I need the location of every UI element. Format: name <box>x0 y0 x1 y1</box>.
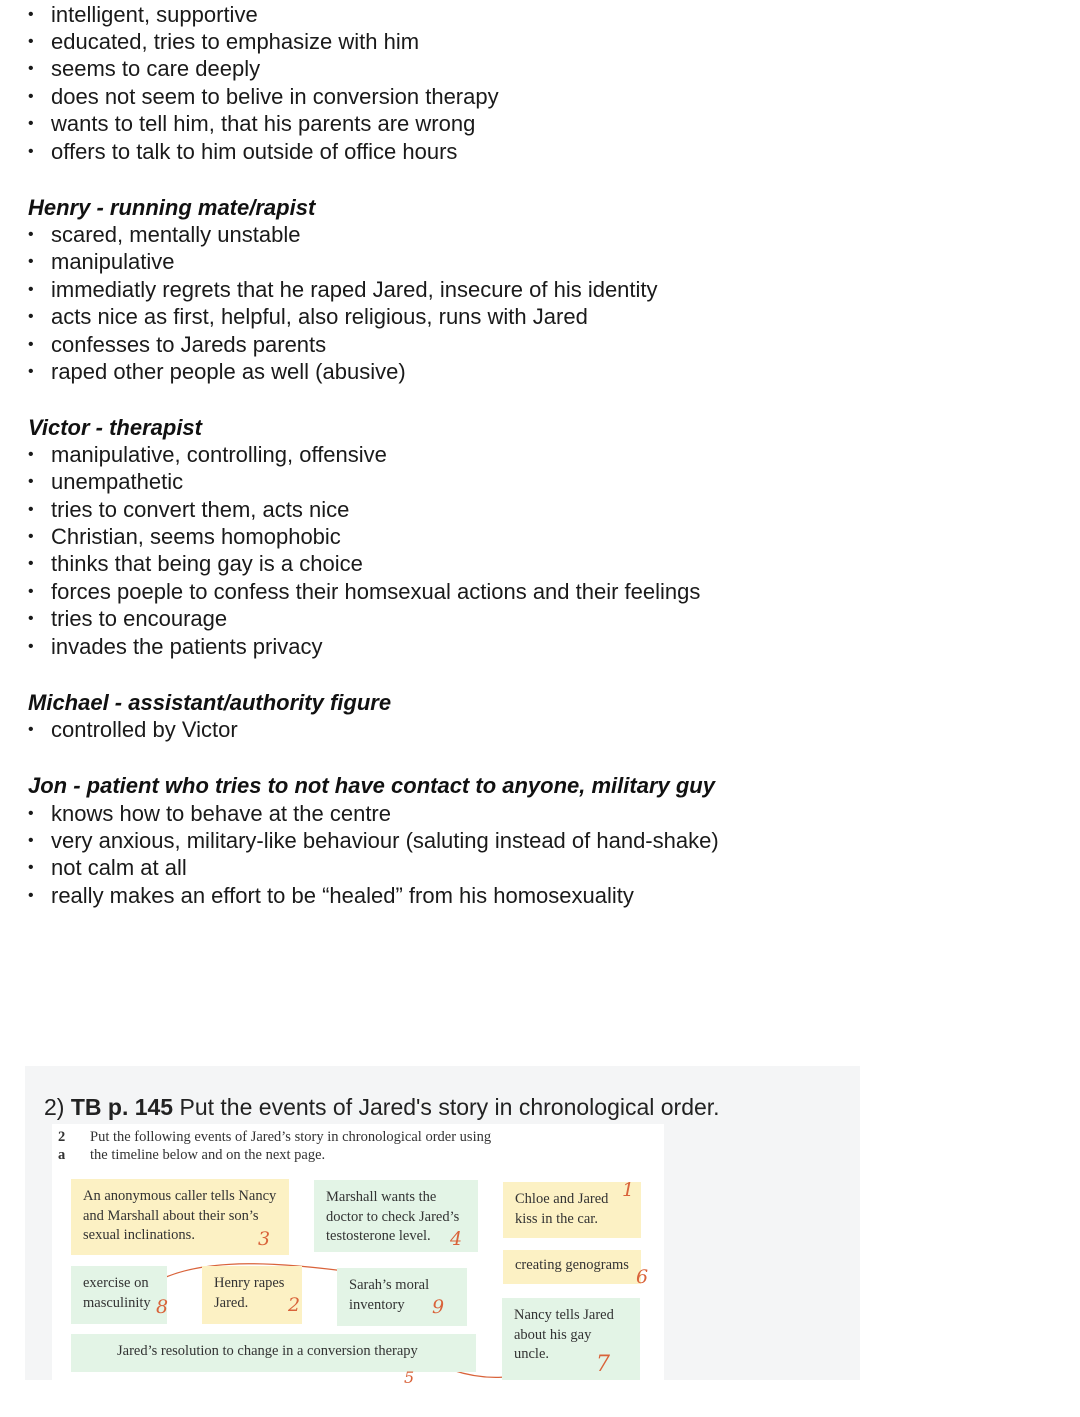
bullet-item: • wants to tell him, that his parents are wrong <box>28 111 476 136</box>
card-chloe-kiss: Chloe and Jared kiss in the car. <box>503 1182 641 1238</box>
handwritten-number: 8 <box>156 1296 169 1318</box>
bullet-item: • unempathetic <box>28 469 184 494</box>
bullet-item: • raped other people as well (abusive) <box>28 359 406 384</box>
bullet-item: • seems to care deeply <box>28 56 261 81</box>
handwritten-number: 5 <box>404 1368 415 1387</box>
card-anonymous-caller: An anonymous caller tells Nancy and Marshall about their son’s sexual inclinations. <box>71 1179 289 1255</box>
michael-heading: Michael - assistant/authority figure <box>28 690 392 715</box>
card-resolution: Jared’s resolution to change in a conversion therapy <box>71 1334 476 1372</box>
card-nancy-uncle: Nancy tells Jared about his gay uncle. <box>502 1298 640 1380</box>
card-genograms: creating genograms <box>503 1250 641 1284</box>
task-title: 2) TB p. 145 Put the events of Jared's story in chronological order. <box>44 1094 720 1120</box>
handwritten-number: 9 <box>432 1296 445 1318</box>
bullet-item: • intelligent, supportive <box>28 2 258 27</box>
bullet-item: • immediatly regrets that he raped Jared, insecure of his identity <box>28 277 658 302</box>
bullet-item: • manipulative, controlling, offensive <box>28 442 387 467</box>
handwritten-number: 6 <box>636 1266 649 1288</box>
handwritten-number: 4 <box>450 1228 463 1250</box>
card-masculinity: exercise on masculinity <box>71 1266 167 1324</box>
bullet-item: • does not seem to belive in conversion therapy <box>28 84 499 109</box>
textbook-excerpt: 2 a Put the following events of Jared’s story in chronological order using the timeline below and on the next page. An anonymous caller tells Nancy and Marshall about their son’s sexual inclinations. 3 Marshall wants the doctor to check Jared’s testosterone level. 4 Chloe and Jared kiss in the car. 1 creating genograms 6 exercise on masculinity 8 Henry rapes Jared. 2 Sarah’s moral inventory 9 Jared’s resolution to change in a conversion therapy 5 Nancy tells Jared about his gay uncle. 7 <box>52 1124 664 1380</box>
bullet-item: • invades the patients privacy <box>28 634 323 659</box>
card-henry-rapes: Henry rapes Jared. <box>202 1266 302 1324</box>
bullet-item: • offers to talk to him outside of office hours <box>28 139 458 164</box>
bullet-item: • tries to convert them, acts nice <box>28 497 350 522</box>
handwritten-number: 7 <box>596 1352 610 1377</box>
bullet-item: • educated, tries to emphasize with him <box>28 29 420 54</box>
bullet-item: • really makes an effort to be “healed” from his homosexuality <box>28 883 634 908</box>
bullet-item: • forces poeple to confess their homsexual actions and their feelings <box>28 579 701 604</box>
victor-heading: Victor - therapist <box>28 415 202 440</box>
bullet-item: • manipulative <box>28 249 175 274</box>
bullet-item: • knows how to behave at the centre <box>28 801 391 826</box>
handwritten-number: 2 <box>288 1294 301 1316</box>
bullet-item: • Christian, seems homophobic <box>28 524 341 549</box>
bullet-item: • scared, mentally unstable <box>28 222 301 247</box>
handwritten-number: 1 <box>622 1179 635 1201</box>
bullet-item: • tries to encourage <box>28 606 228 631</box>
bullet-item: • very anxious, military-like behaviour (saluting instead of hand-shake) <box>28 828 719 853</box>
bullet-item: • thinks that being gay is a choice <box>28 551 363 576</box>
bullet-item: • acts nice as first, helpful, also religious, runs with Jared <box>28 304 588 329</box>
henry-heading: Henry - running mate/rapist <box>28 195 316 220</box>
card-sarah-inventory: Sarah’s moral inventory <box>337 1268 467 1326</box>
card-marshall-doctor: Marshall wants the doctor to check Jared’s testosterone level. <box>314 1180 478 1252</box>
bullet-item: • not calm at all <box>28 855 187 880</box>
bullet-item: • controlled by Victor <box>28 717 238 742</box>
handwritten-number: 3 <box>258 1228 271 1250</box>
bullet-item: • confesses to Jareds parents <box>28 332 327 357</box>
jon-heading: Jon - patient who tries to not have contact to anyone, military guy <box>28 773 715 798</box>
